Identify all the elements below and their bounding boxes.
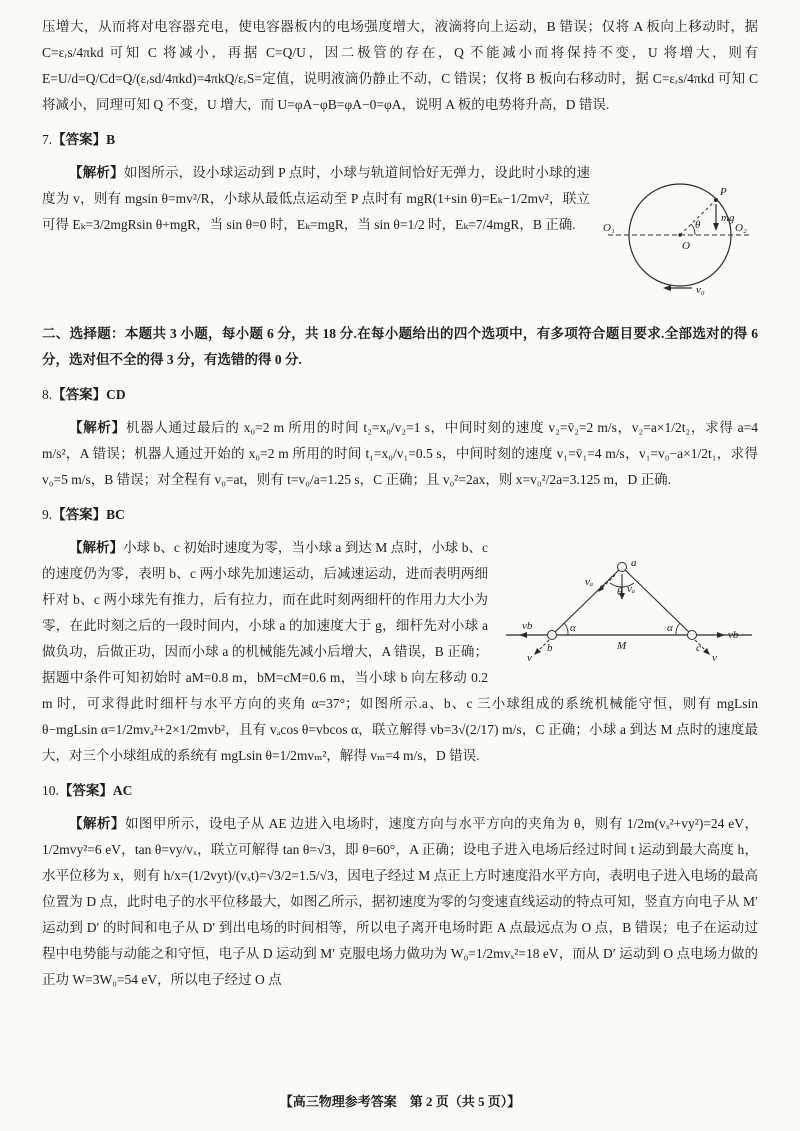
label-theta: θ (695, 219, 701, 231)
q8-analysis-label: 【解析】 (69, 420, 126, 435)
q7-answer-line (42, 127, 758, 153)
label-v0: v₀ (696, 284, 705, 296)
q7-analysis (42, 160, 758, 310)
label-vb-left: vb (522, 620, 533, 632)
label-va-rod: vₐ (585, 576, 594, 588)
section-two-header: 二、选择题：本题共 3 小题，每小题 6 分，共 18 分.在每小题给出的四个选项中，有多项符合题目要求.全部选对的得 6 分，选对但不全的得 3 分，有选错的得 0 分. (42, 326, 758, 367)
point-p-dot (714, 198, 718, 202)
q8-analysis (42, 415, 758, 493)
label-point-p: P (720, 186, 727, 198)
q8-answer-label: 【答案】 (52, 387, 107, 402)
q7-number: 7. (42, 132, 53, 147)
label-alpha-right: α (667, 622, 673, 634)
mg-arrowhead (713, 223, 719, 231)
q10-number: 10. (42, 783, 59, 798)
q8-analysis-text: 机器人通过最后的 x₀=2 m 所用的时间 t₂=x₀/v₂=1 s，中间时刻的速度 v₂=v̄₂=2 m/s，v₂=a×1/2t₂，求得 a=4 m/s²，A 错误；机器人通过开始的 x₀=2 m 所用的时间 t₁=x₀/v₁=0.5 s，中间时刻的速度 v₁=v̄₁=4 m/s，v₁=v₀−a×1/2t₁，求得 v₀=5 m/s，B 错误；对全程有 v₀=at，则有 t=v₀/a=1.25 s，C 正确；且 v₀²=2ax，则 x=v₀²/2a=3.125 m，D 正确. (42, 420, 758, 487)
q7-analysis-text: 如图所示，设小球运动到 P 点时，小球与轨道间恰好无弹力，设此时小球的速度为 v，则有 mgsin θ=mv²/R，小球从最低点运动至 P 点时有 mgR(1+sin θ)=Eₖ−1/2mv²，联立可得 Eₖ=3/2mgRsin θ+mgR，当 sin θ=0 时，Eₖ=mgR，当 sin θ=1/2 时，Eₖ=7/4mgR，B 正确. (42, 165, 591, 232)
q9-rods-diagram (500, 537, 758, 663)
vb-arrowhead-right (717, 632, 725, 638)
q8-answer-value: CD (106, 387, 126, 402)
q9-answer-line (42, 502, 758, 528)
label-point-m: M (617, 640, 627, 652)
label-v-right: v (712, 652, 717, 663)
q10-analysis-text: 如图甲所示，设电子从 AE 边进入电场时，速度方向与水平方向的夹角为 θ，则有 1/2m(vₓ²+vy²)=24 eV，1/2mvy²=6 eV，tan θ=vy/vₓ，联立可解得 tan θ=√3，即 θ=60°，A 正确；设电子进入电场后经过时间 t 运动到最大高度 h，水平位移为 x，则有 h/x=(1/2vyt)/(vₓt)=√3/2=1.5/√3，因电子经过 M 点正上方时速度沿水平方向，表明电子进入电场的最高位置为 D 点，此时电子的水平位移最大，如图乙所示，据初速度为零的匀变速直线运动的特点可知，竖直方向电子从 M′ 运动到 D′ 的时间和电子从 D′ 到出电场的时间相等，所以电子离开电场时距 A 点最远点为 O 点，B 错误；电子在运动过程中电势能与动能之和守恒，电子从 D 运动到 M′ 克服电场力做功为 W₀=1/2mvₓ²=18 eV，而从 D′ 运动到 O 点电场力做的正功 W=3W₀=54 eV，所以电子经过 O 点 (42, 816, 758, 987)
ball-b (548, 631, 557, 640)
q10-analysis (42, 811, 758, 993)
right-rod (622, 567, 692, 635)
label-ball-c: c (696, 642, 701, 654)
q10-analysis-label: 【解析】 (69, 816, 125, 831)
q10-answer-label: 【答案】 (58, 783, 113, 798)
label-mg: mg (721, 212, 735, 224)
ball-a (618, 563, 627, 572)
alpha-arc-right (676, 623, 680, 635)
q7-answer-label: 【答案】 (52, 132, 107, 147)
paragraph-capacitor-analysis: 压增大，从而将对电容器充电，使电容器板内的电场强度增大，液滴将向上运动，B 错误；仅将 A 板向上移动时，据 C=εᵣs/4πkd 可知 C 将减小，再据 C=Q/U，因二极管的存在，Q 不能减小而将保持不变，U 将增大，则有 E=U/d=Q/Cd=Q/(εᵣsd/4πkd)=4πkQ/εᵣS=定值，说明液滴仍静止不动，C 错误；仅将 B 板向右移动时，据 C=εᵣs/4πkd 可知 C 将减小，同理可知 Q 不变，U 增大，而 U=φA−φB=φA−0=φA，说明 A 板的电势将升高，D 错误. (42, 19, 758, 112)
q9-number: 9. (42, 507, 53, 522)
ball-c (688, 631, 697, 640)
q7-answer-value: B (106, 132, 116, 147)
label-point-o: O (682, 240, 690, 252)
q8-answer-line (42, 382, 758, 408)
q8-number: 8. (42, 387, 53, 402)
label-va-down: vₐ (627, 583, 636, 595)
page-footer: 【高三物理参考答案 第 2 页（共 5 页）】 (279, 1094, 521, 1109)
label-theta: θ (617, 586, 623, 598)
label-point-o1: O₁ (603, 222, 615, 234)
v0-arrowhead (663, 285, 671, 291)
alpha-arc-left (564, 623, 568, 635)
label-alpha-left: α (570, 622, 576, 634)
q10-answer-line (42, 778, 758, 804)
q10-answer-value: AC (112, 783, 133, 798)
label-v-left: v (527, 652, 532, 663)
label-point-o2: O₂ (735, 222, 747, 234)
va-arrow-along-rod (601, 575, 615, 589)
q9-analysis (42, 535, 758, 769)
label-ball-a: a (631, 557, 637, 569)
q9-analysis-text: 小球 b、c 初始时速度为零，当小球 a 到达 M 点时，小球 b、c 的速度仍为零，表明 b、c 两小球先加速运动，后减速运动，进而表明两细杆对 b、c 两小球先有推力，后有拉力，而在此时刻两细杆的作用力大小为零，在此时刻之后的一段时间内，小球 a 的加速度大于 g，细杆先对小球 a 做负功，后做正功，因而小球 a 的机械能先减小后增大，A 错误，B 正确；据题中条件可知初始时 aM=0.8 m，bM=cM=0.6 m，当小球 b 向左移动 0.2 m 时，可求得此时细杆与水平方向的夹角 α=37°；如图所示.a、b、c 三小球组成的系统机械能守恒，则有 mgLsin θ−mgLsin α=1/2mvₐ²+2×1/2mvb²，且有 vₐcos θ=vbcos α，联立解得 vb=3√(2/17) m/s，C 正确；小球 a 到达 M 点时的速度最大，对三个小球组成的系统有 mgLsin θ=1/2mvₘ²，解得 vₘ=4 m/s，D 错误. (42, 540, 758, 763)
vb-arrowhead-left (519, 632, 527, 638)
q7-circle-diagram (602, 162, 758, 306)
q9-answer-value: BC (106, 507, 125, 522)
label-vb-right: vb (728, 629, 739, 641)
label-ball-b: b (547, 642, 553, 654)
q9-answer-label: 【答案】 (52, 507, 107, 522)
q7-analysis-label: 【解析】 (69, 165, 124, 180)
q9-analysis-label: 【解析】 (69, 540, 124, 555)
